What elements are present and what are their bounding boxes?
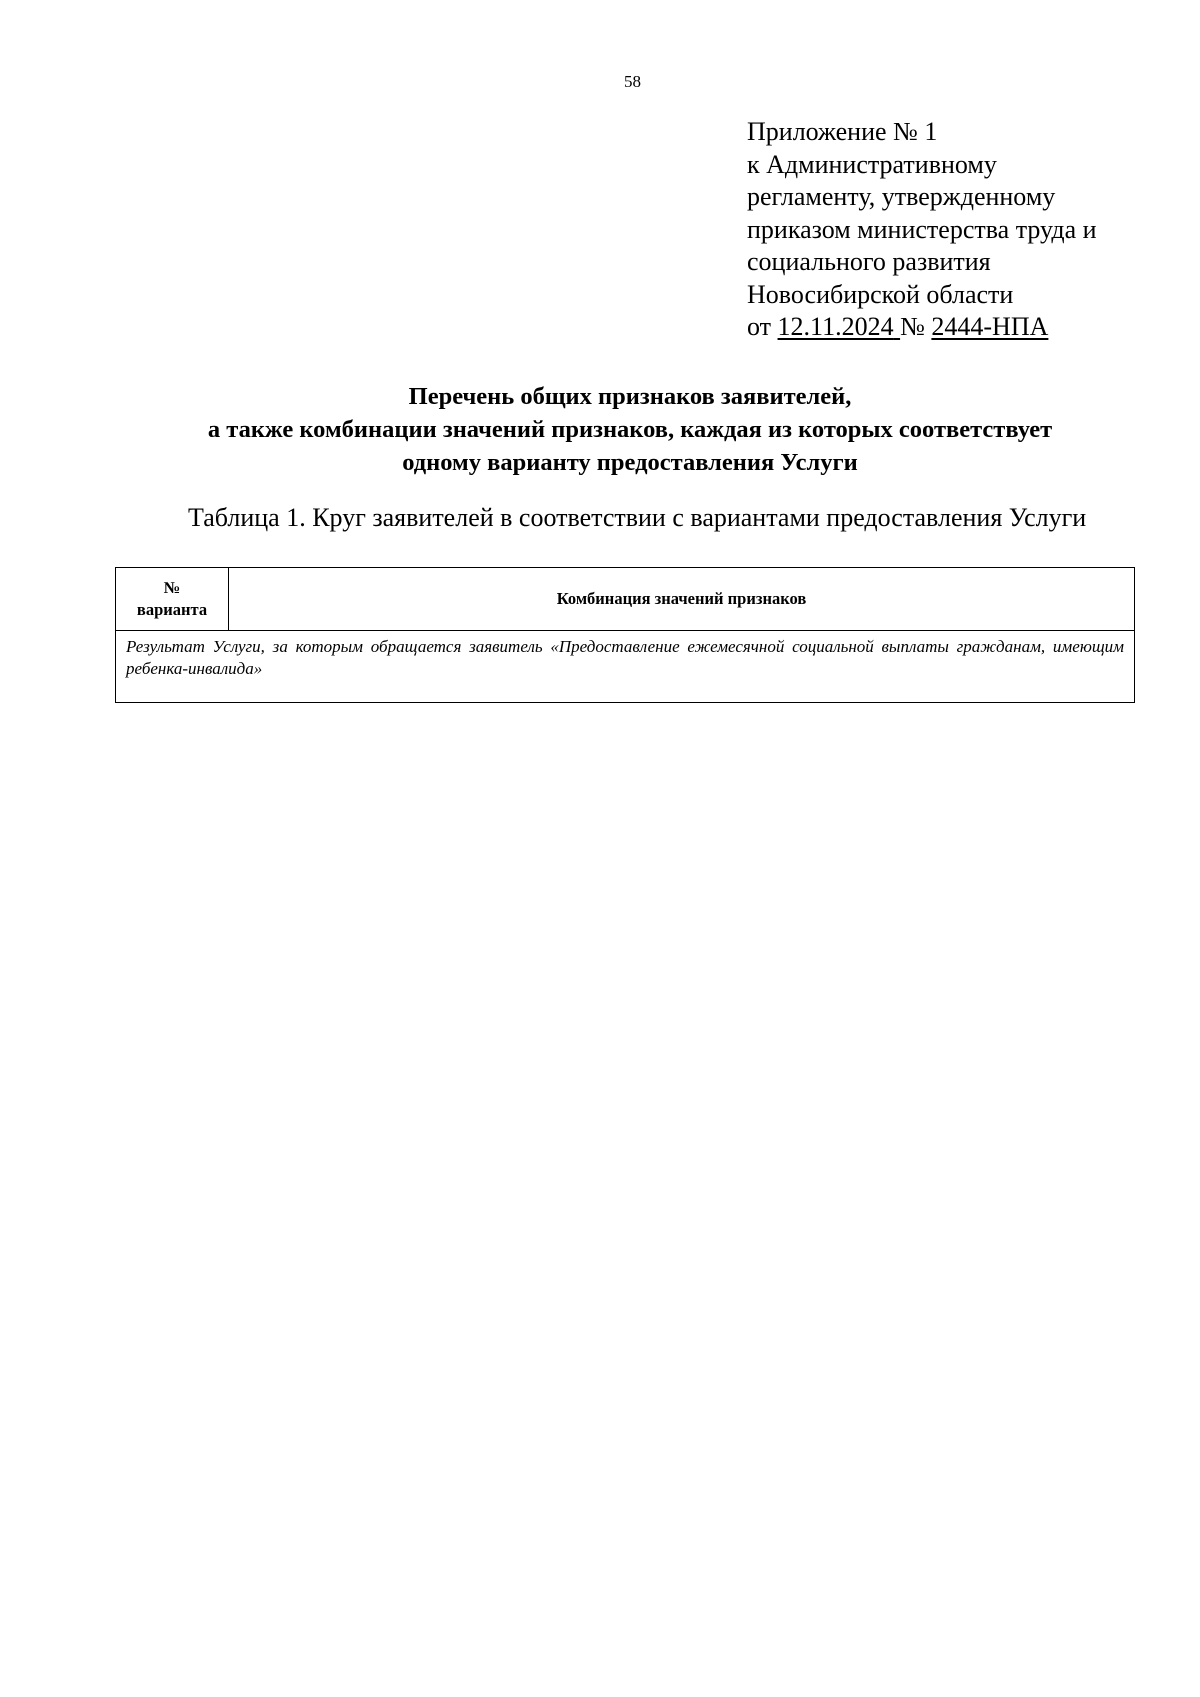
header-variant-number	[116, 568, 229, 631]
page-number: 58	[624, 72, 641, 91]
document-title	[115, 380, 1145, 479]
header-combination: Комбинация значений признаков	[229, 568, 1135, 631]
appendix-date-line	[747, 311, 1177, 344]
number-sign: №	[900, 312, 925, 341]
result-row-cell: Результат Услуги, за которым обращается заявитель «Предоставление ежемесячной социальной выплаты гражданам, имеющим ребенка-инвалида»	[116, 631, 1135, 703]
appendix-line-5: социального развития	[747, 247, 991, 276]
header-number-sign: №	[163, 578, 181, 597]
title-line-1: Перечень общих признаков заявителей,	[408, 383, 852, 410]
appendix-line-6: Новосибирской области	[747, 279, 1014, 309]
appendix-line-2: к Административному	[747, 149, 997, 179]
table-row	[116, 631, 1135, 703]
title-line-3: одному варианту предоставления Услуги	[402, 449, 858, 476]
appendix-line-3: регламенту, утвержденному	[747, 182, 1056, 211]
order-number: 2444-НПА	[931, 312, 1049, 341]
appendix-line-1: Приложение № 1	[747, 117, 938, 146]
table-caption: Таблица 1. Круг заявителей в соответствии с вариантами предоставления Услуги	[188, 503, 1087, 532]
table-header-row	[116, 568, 1135, 631]
applicants-table	[115, 567, 1135, 703]
title-line-2: а также комбинации значений признаков, каждая из которых соответствует	[207, 416, 1053, 443]
header-number-word: варианта	[136, 600, 208, 619]
appendix-header	[747, 116, 1177, 344]
order-date: 12.11.2024	[777, 312, 894, 341]
appendix-line-4: приказом министерства труда и	[747, 214, 1097, 244]
date-prefix: от	[747, 312, 772, 341]
